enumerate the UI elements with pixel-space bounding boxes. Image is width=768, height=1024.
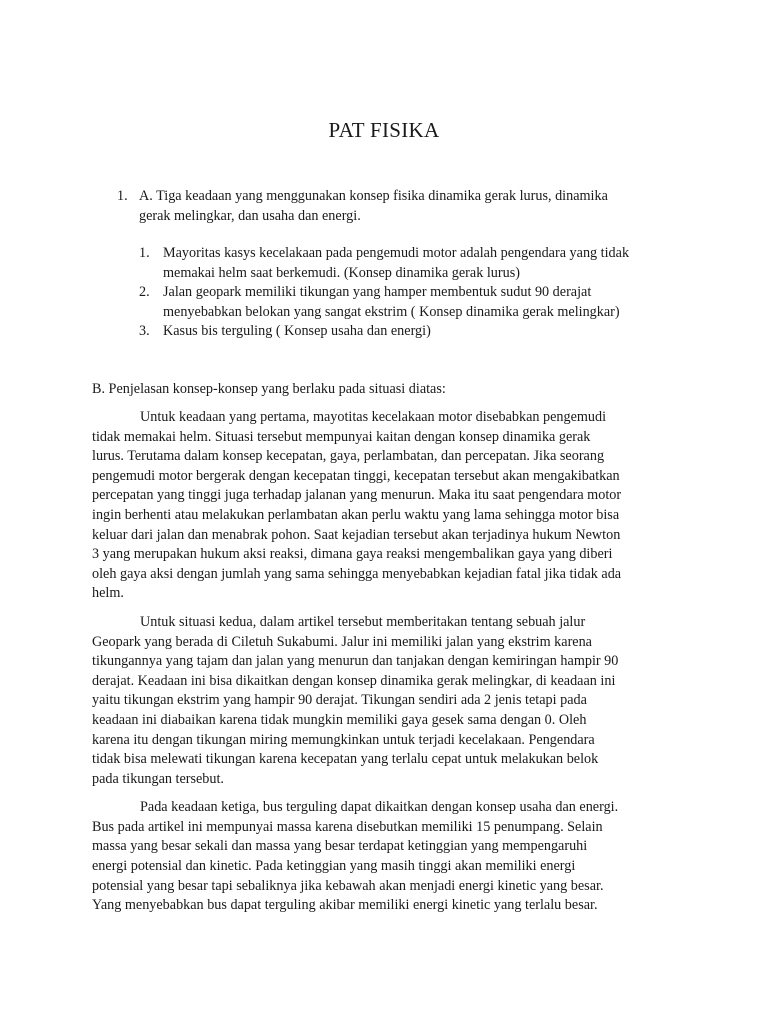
paragraph-1 bbox=[92, 408, 674, 604]
section-b-heading: B. Penjelasan konsep-konsep yang berlaku pada situasi diatas: bbox=[92, 381, 446, 397]
paragraph-line: derajat. Keadaan ini bisa dikaitkan dengan konsep dinamika gerak melingkar, di keadaan ini bbox=[92, 672, 616, 689]
paragraph-line: Yang menyebabkan bus dapat terguling akibar memiliki energi kinetic yang terlalu besar. bbox=[92, 897, 598, 914]
paragraph-line: massa yang besar sekali dan massa yang besar terdapat ketinggian yang mempengaruhi bbox=[92, 838, 588, 855]
question-line: A. Tiga keadaan yang menggunakan konsep fisika dinamika gerak lurus, dinamika bbox=[139, 188, 608, 204]
paragraph-line: tidak memakai helm. Situasi tersebut mempunyai kaitan dengan konsep dinamika gerak bbox=[92, 428, 591, 445]
paragraph-line: helm. bbox=[92, 585, 124, 602]
list-item-line: Jalan geopark memiliki tikungan yang hamper membentuk sudut 90 derajat bbox=[163, 284, 592, 300]
situation-list bbox=[139, 244, 679, 342]
paragraph-line: Bus pada artikel ini mempunyai massa karena disebutkan memiliki 15 penumpang. Selain bbox=[92, 818, 603, 835]
question-1 bbox=[117, 187, 677, 226]
list-item-line: Mayoritas kasys kecelakaan pada pengemudi motor adalah pengendara yang tidak bbox=[163, 245, 630, 261]
paragraph-line: percepatan yang tinggi juga terhadap jalanan yang menurun. Maka itu saat pengendara motor bbox=[92, 487, 622, 504]
paragraph-line: Untuk keadaan yang pertama, mayotitas kecelakaan motor disebabkan pengemudi bbox=[140, 409, 607, 425]
paragraph-3 bbox=[92, 798, 674, 916]
paragraph-2 bbox=[92, 613, 674, 789]
paragraph-line: keadaan ini diabaikan karena tidak mungkin memiliki gaya gesek sama dengan 0. Oleh bbox=[92, 711, 587, 728]
paragraph-line: tikungannya yang tajam dan jalan yang menurun dan tanjakan dengan kemiringan hampir 90 bbox=[92, 653, 619, 670]
list-item bbox=[139, 322, 679, 342]
paragraph-line: 3 yang merupakan hukum aksi reaksi, dimana gaya reaksi mengembalikan gaya yang diberi bbox=[92, 546, 613, 563]
paragraph-line: oleh gaya aksi dengan jumlah yang sama sehingga menyebabkan kejadian fatal jika tidak ada bbox=[92, 565, 622, 582]
body-text bbox=[92, 408, 674, 925]
paragraph-line: tidak bisa melewati tikungan karena kecepatan yang terlalu cepat untuk melakukan belok bbox=[92, 751, 599, 768]
paragraph-line: Geopark yang berada di Ciletuh Sukabumi. Jalur ini memiliki jalan yang ekstrim karena bbox=[92, 633, 592, 650]
paragraph-line: keluar dari jalan dan menabrak pohon. Saat kejadian tersebut akan terjadinya hukum Newton bbox=[92, 526, 621, 543]
paragraph-line: Untuk situasi kedua, dalam artikel tersebut memberitakan tentang sebuah jalur bbox=[140, 613, 586, 630]
question-number: 1. bbox=[117, 188, 128, 204]
list-item-number: 2. bbox=[139, 284, 150, 300]
list-item-number: 1. bbox=[139, 245, 150, 261]
paragraph-line: ingin berhenti atau melakukan perlambatan akan perlu waktu yang lama sehingga motor bisa bbox=[92, 506, 620, 523]
document-title: PAT FISIKA bbox=[328, 118, 440, 142]
paragraph-line: pengemudi motor bergerak dengan kecepatan tinggi, kecepatan tersebut akan mengakibatkan bbox=[92, 467, 620, 484]
paragraph-line: potensial yang besar tapi sebaliknya jika kebawah akan menjadi energi kinetic yang besar. bbox=[92, 877, 604, 894]
paragraph-line: karena itu dengan tikungan miring memungkinkan untuk terjadi kecelakaan. Pengendara bbox=[92, 731, 595, 748]
list-item-line: menyebabkan belokan yang sangat ekstrim ( Konsep dinamika gerak melingkar) bbox=[163, 303, 620, 320]
list-item-line: Kasus bis terguling ( Konsep usaha dan energi) bbox=[163, 323, 431, 339]
question-text bbox=[139, 187, 677, 226]
list-item bbox=[139, 244, 679, 283]
list-item bbox=[139, 283, 679, 322]
paragraph-line: Pada keadaan ketiga, bus terguling dapat dikaitkan dengan konsep usaha dan energi. bbox=[140, 799, 619, 816]
list-item-number: 3. bbox=[139, 323, 150, 339]
question-line: gerak melingkar, dan usaha dan energi. bbox=[139, 207, 361, 224]
paragraph-line: energi potensial dan kinetic. Pada ketinggian yang masih tinggi akan memiliki energi bbox=[92, 858, 576, 875]
paragraph-line: lurus. Terutama dalam konsep kecepatan, gaya, perlambatan, dan percepatan. Jika seorang bbox=[92, 448, 605, 465]
list-item-line: memakai helm saat berkemudi. (Konsep dinamika gerak lurus) bbox=[163, 264, 520, 281]
paragraph-line: yaitu tikungan ekstrim yang hampir 90 derajat. Tikungan sendiri ada 2 jenis tetapi pada bbox=[92, 692, 587, 709]
paragraph-line: pada tikungan tersebut. bbox=[92, 770, 224, 787]
